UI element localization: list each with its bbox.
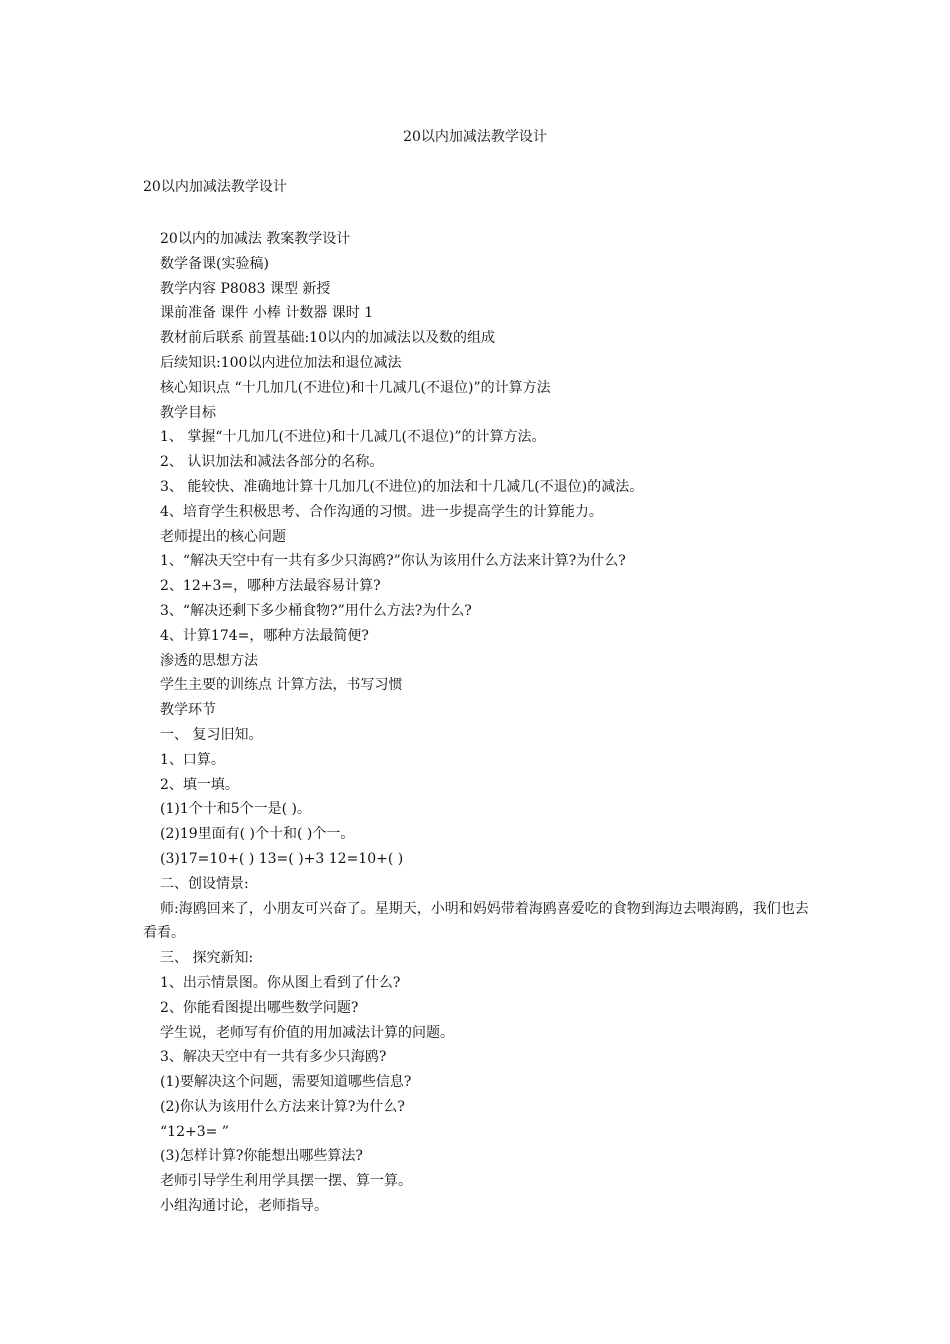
text-line: 2、 认识加法和减法各部分的名称。 [160, 454, 384, 471]
text-line: 二、创设情景: [160, 875, 249, 892]
text-line: 20以内的加减法 教案教学设计 [160, 231, 351, 247]
text-line: 1、 掌握“十几加几(不进位)和十几减几(不退位)”的计算方法。 [160, 429, 546, 446]
text-line: 后续知识:100以内进位加法和退位减法 [160, 354, 402, 371]
text-line: 2、填一填。 [160, 776, 239, 793]
text-line: 1、出示情景图。你从图上看到了什么? [160, 974, 401, 991]
text-line: 学生说，老师写有价值的用加减法计算的问题。 [160, 1024, 454, 1041]
text-line: 小组沟通讨论，老师指导。 [160, 1198, 328, 1215]
text-line: 教材前后联系 前置基础:10以内的加减法以及数的组成 [160, 330, 495, 347]
text-line: (3)17=10+( ) 13=( )+3 12=10+( ) [160, 850, 404, 867]
text-line: 4、计算174=，哪种方法最简便? [160, 627, 369, 644]
text-line: 核心知识点 “十几加几(不进位)和十几减几(不退位)”的计算方法 [160, 379, 551, 396]
text-line: (1)要解决这个问题，需要知道哪些信息? [160, 1074, 412, 1091]
text-line: 3、“解决还剩下多少桶食物?”用什么方法?为什么? [160, 602, 472, 619]
text-line: 1、“解决天空中有一共有多少只海鸥?”你认为该用什么方法来计算?为什么? [160, 553, 626, 570]
text-line: 4、培育学生积极思考、合作沟通的习惯。进一步提高学生的计算能力。 [160, 503, 603, 520]
text-line: 老师引导学生利用学具摆一摆、算一算。 [160, 1173, 412, 1190]
document-subtitle: 20以内加减法教学设计 [143, 179, 287, 195]
section-heading: 教学环节 [160, 702, 216, 719]
section-heading: 渗透的思想方法 [160, 652, 258, 669]
text-line: 教学内容 P8083 课型 新授 [160, 280, 331, 297]
document-body [143, 227, 813, 1219]
text-paragraph: 师:海鸥回来了，小朋友可兴奋了。星期天，小明和妈妈带着海鸥喜爱吃的食物到海边去喂海鸥，我们也去看看。 [143, 900, 809, 942]
text-line: 一、 复习旧知。 [160, 726, 263, 743]
text-line: (3)怎样计算?你能想出哪些算法? [160, 1148, 363, 1165]
text-line: 数学备课(实验稿) [160, 255, 269, 272]
text-line: (1)1个十和5个一是( )。 [160, 801, 312, 818]
section-heading: 教学目标 [160, 404, 216, 421]
text-line: (2)19里面有( )个十和( )个一。 [160, 826, 355, 843]
text-line: “12+3= ” [160, 1123, 229, 1140]
text-line: 学生主要的训练点 计算方法，书写习惯 [160, 677, 403, 694]
text-line: (2)你认为该用什么方法来计算?为什么? [160, 1098, 405, 1115]
document-title: 20以内加减法教学设计 [403, 129, 547, 145]
section-heading: 老师提出的核心问题 [160, 528, 286, 545]
text-line: 三、 探究新知: [160, 950, 254, 967]
text-line: 1、口算。 [160, 751, 225, 768]
text-line: 3、解决天空中有一共有多少只海鸥? [160, 1049, 387, 1066]
text-line: 课前准备 课件 小棒 计数器 课时 1 [160, 305, 374, 322]
text-line: 3、 能较快、准确地计算十几加几(不进位)的加法和十几减几(不退位)的减法。 [160, 478, 644, 495]
text-line: 2、12+3=，哪种方法最容易计算? [160, 578, 381, 595]
text-line: 2、你能看图提出哪些数学问题? [160, 999, 359, 1016]
